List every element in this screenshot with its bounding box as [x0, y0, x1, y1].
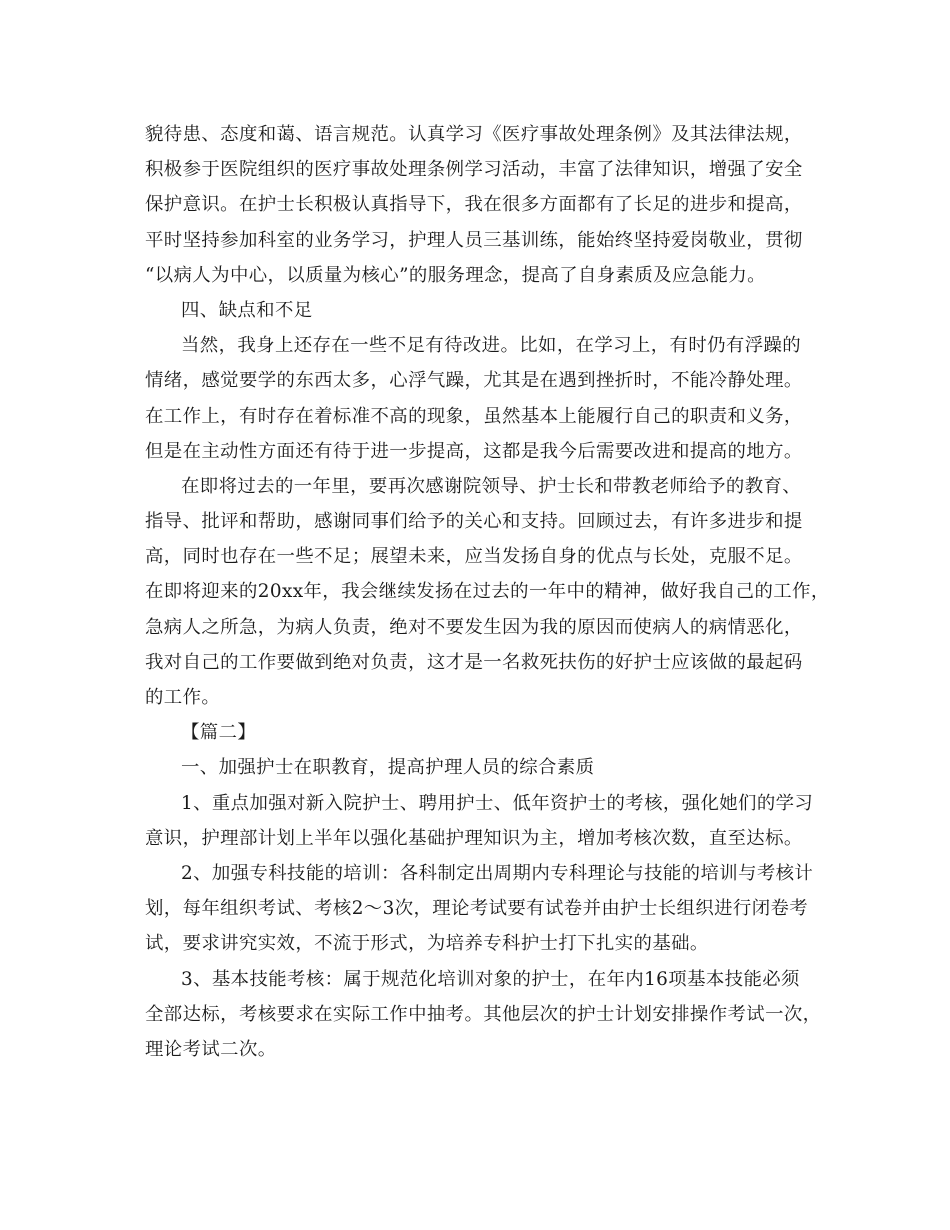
text-line: 在即将迎来的20xx年，我会继续发扬在过去的一年中的精神，做好我自己的工作，	[145, 581, 830, 603]
text-line: 保护意识。在护士长积极认真指导下，我在很多方面都有了长足的进步和提高，	[145, 194, 803, 216]
text-line: “以病人为中心，以质量为核心”的服务理念，提高了自身素质及应急能力。	[145, 264, 766, 286]
text-line: 一、加强护士在职教育，提高护理人员的综合素质	[181, 757, 595, 779]
text-line: 3、基本技能考核：属于规范化培训对象的护士，在年内16项基本技能必须	[181, 968, 800, 990]
text-line: 情绪，感觉要学的东西太多，心浮气躁，尤其是在遇到挫折时，不能冷静处理。	[145, 370, 803, 392]
text-line: 积极参于医院组织的医疗事故处理条例学习活动，丰富了法律知识，增强了安全	[145, 159, 803, 181]
text-line: 意识，护理部计划上半年以强化基础护理知识为主，增加考核次数，直至达标。	[145, 827, 803, 849]
text-line: 2、加强专科技能的培训：各科制定出周期内专科理论与技能的培训与考核计	[181, 862, 814, 884]
text-line: 我对自己的工作要做到绝对负责，这才是一名救死扶伤的好护士应该做的最起码	[145, 651, 803, 673]
text-line: 试，要求讲究实效，不流于形式，为培养专科护士打下扎实的基础。	[145, 933, 709, 955]
text-line: 在工作上，有时存在着标准不高的现象，虽然基本上能履行自己的职责和义务，	[145, 405, 803, 427]
text-line: 高，同时也存在一些不足；展望未来，应当发扬自身的优点与长处，克服不足。	[145, 546, 803, 568]
text-line: 划，每年组织考试、考核2～3次，理论考试要有试卷并由护士长组织进行闭卷考	[145, 898, 809, 920]
text-line: 全部达标，考核要求在实际工作中抽考。其他层次的护士计划安排操作考试一次，	[145, 1003, 822, 1025]
text-line: 在即将过去的一年里，要再次感谢院领导、护士长和带教老师给予的教育、	[181, 475, 802, 497]
text-line: 理论考试二次。	[145, 1038, 277, 1060]
text-line: 貌待患、态度和蔼、语言规范。认真学习《医疗事故处理条例》及其法律法规，	[145, 124, 803, 145]
text-line: 但是在主动性方面还有待于进一步提高，这都是我今后需要改进和提高的地方。	[145, 440, 803, 462]
text-line: 指导、批评和帮助，感谢同事们给予的关心和支持。回顾过去，有许多进步和提	[145, 511, 803, 533]
document-body	[145, 117, 830, 1067]
text-line: 当然，我身上还存在一些不足有待改进。比如，在学习上，有时仍有浮躁的	[181, 335, 802, 357]
text-line: 1、重点加强对新入院护士、聘用护士、低年资护士的考核，强化她们的学习	[181, 792, 814, 814]
text-line: 【篇二】	[181, 722, 257, 744]
text-line: 急病人之所急，为病人负责，绝对不要发生因为我的原因而使病人的病情恶化，	[145, 616, 803, 638]
text-line: 平时坚持参加科室的业务学习，护理人员三基训练，能始终坚持爱岗敬业，贯彻	[145, 229, 803, 251]
text-line: 四、缺点和不足	[181, 299, 313, 321]
text-line: 的工作。	[145, 687, 221, 708]
